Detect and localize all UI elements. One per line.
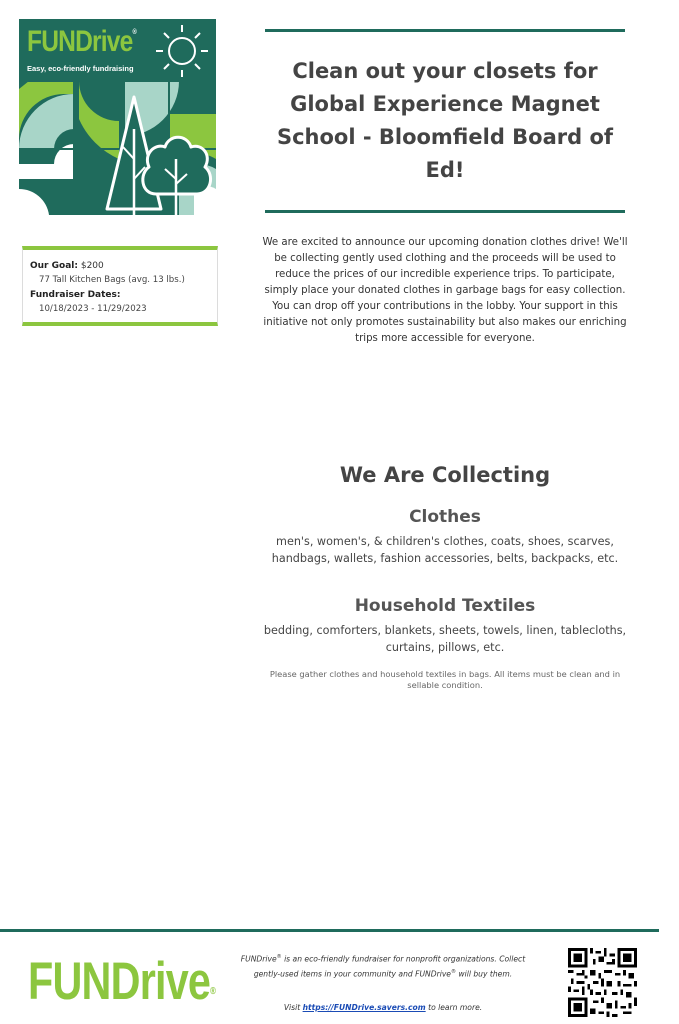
fundrive-website-link[interactable]: https://FUNDrive.savers.com bbox=[302, 1003, 426, 1012]
qr-code-icon[interactable] bbox=[568, 948, 637, 1017]
goal-detail: 77 Tall Kitchen Bags (avg. 13 lbs.) bbox=[39, 275, 185, 285]
category-items-textiles: bedding, comforters, blankets, sheets, towels, linen, tablecloths, curtains, pillows, etc. bbox=[263, 624, 627, 654]
goal-label: Our Goal: bbox=[30, 261, 78, 271]
footer-visit-line: Visit https://FUNDrive.savers.com to learn more. bbox=[283, 1003, 483, 1012]
fundrive-logo-tile bbox=[19, 19, 216, 215]
collection-note: Please gather clothes and household textiles in bags. All items must be clean and in sellable condition. bbox=[269, 669, 621, 690]
footer-divider bbox=[0, 929, 659, 932]
collecting-heading: We Are Collecting bbox=[339, 463, 551, 487]
page-title: Clean out your closets for Global Experience Magnet School - Bloomfield Board of Ed! bbox=[276, 59, 614, 182]
title-bottom-divider bbox=[265, 210, 625, 213]
footer-description: FUNDrive® is an eco-friendly fundraiser for nonprofit organizations. Collect gently-used items in your community and FUNDrive® will buy them. bbox=[240, 954, 526, 979]
category-title-clothes: Clothes bbox=[409, 507, 481, 527]
goal-line bbox=[30, 259, 217, 273]
dates-label: Fundraiser Dates: bbox=[30, 290, 121, 300]
dates-value: 10/18/2023 - 11/29/2023 bbox=[39, 304, 147, 314]
category-title-textiles: Household Textiles bbox=[354, 596, 536, 616]
goal-box bbox=[22, 246, 218, 326]
title-top-divider bbox=[265, 29, 625, 32]
intro-paragraph: We are excited to announce our upcoming donation clothes drive! We'll be collecting gently used clothing and the proceeds will be used to reduce the prices of our incredible experience trips. To participate, simply place your donated clothes in garbage bags for easy collection. You can drop off your contributions in the lobby. Your support in this initiative not only promotes sustainability but also makes our enriching trips more accessible for everyone. bbox=[262, 237, 628, 344]
sun-icon bbox=[156, 25, 208, 77]
tile-tagline: Easy, eco-friendly fundraising bbox=[27, 64, 134, 73]
category-items-clothes: men's, women's, & children's clothes, coats, shoes, scarves, handbags, wallets, fashion accessories, belts, backpacks, etc. bbox=[271, 535, 619, 565]
goal-value: $200 bbox=[80, 261, 104, 271]
tile-brand-wordmark: FUNDrive® bbox=[27, 25, 136, 58]
footer-logo: FUNDrive® bbox=[28, 952, 216, 1011]
